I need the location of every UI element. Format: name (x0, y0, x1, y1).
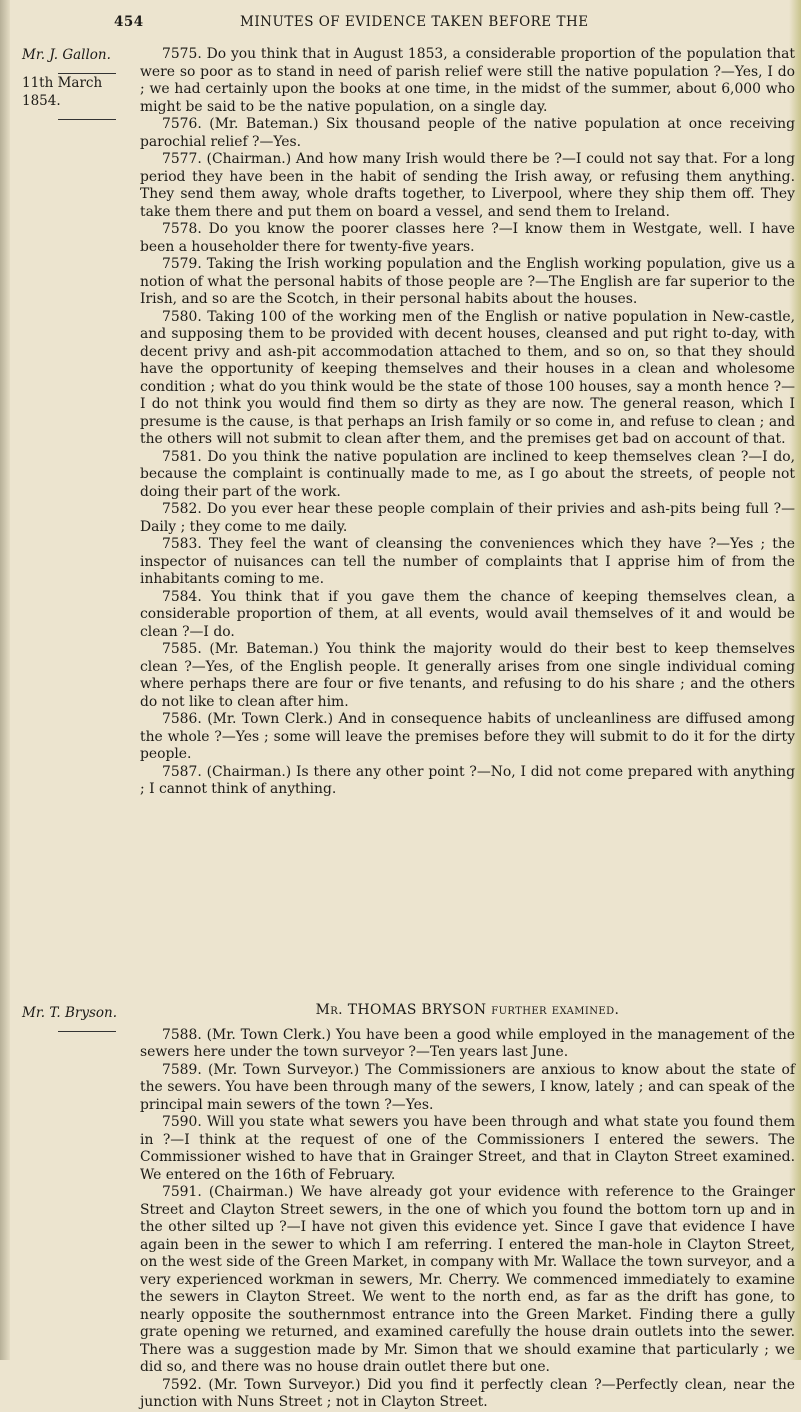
question-7576: 7576. (Mr. Bateman.) Six thousand people of the native population at once receiving parochial relief ?—Yes. (140, 116, 795, 150)
question-7578: 7578. Do you know the poorer classes here ?—I know them in Westgate, well. I have been a householder there for twenty-five years. (140, 221, 795, 255)
margin-witness-name: Mr. T. Bryson. (22, 1005, 118, 1021)
question-7579: 7579. Taking the Irish working population and the English working population, give us a notion of what the personal habits of those people are ?—The English are far superior to the Irish, and so are the Scotch, in their personal habits about the houses. (140, 256, 795, 307)
margin-date: 11th March 1854. (22, 75, 103, 109)
witness-heading-text: Mr. THOMAS BRYSON further examined. (315, 1002, 620, 1018)
page-left-edge (0, 0, 10, 1360)
question-7577: 7577. (Chairman.) And how many Irish would there be ?—I could not say that. For a long period they have been in the habit of sending the Irish away, or refusing them anything. They send them away, whole drafts together, to Liverpool, where they ship them off. They take them there and put them on board a vessel, and send them to Ireland. (140, 151, 795, 220)
question-7585: 7585. (Mr. Bateman.) You think the majority would do their best to keep themselves clean ?—Yes, of the English people. It generally arises from one single individual coming where perhaps there are four or five tenants, and refusing to do his share ; and the others do not like to clean after him. (140, 641, 795, 710)
question-7590: 7590. Will you state what sewers you have been through and what state you found them in ?—I think at the request of one of the Commissioners I entered the sewers. The Commissioner wished to have that in Grainger Street, and that in Clayton Street examined. We entered on the 16th of February. (140, 1114, 795, 1183)
margin-rule (58, 1031, 116, 1032)
running-title: MINUTES OF EVIDENCE TAKEN BEFORE THE (240, 14, 589, 30)
question-7575: 7575. Do you think that in August 1853, a considerable proportion of the population that were so poor as to stand in need of parish relief were still the native population ?—Yes, I do ; we had certainly upon the books at one time, in the midst of the summer, about 6,000 who might be said to be the native population, on a single day. (140, 46, 795, 115)
question-7584: 7584. You think that if you gave them the chance of keeping themselves clean, a considerable proportion of them, at all events, would avail themselves of it and would be clean ?—I do. (140, 588, 795, 640)
question-7589: 7589. (Mr. Town Surveyor.) The Commissioners are anxious to know about the state of the sewers. You have been through many of the sewers, I know, lately ; and can speak of the principal main sewers of the town ?—Yes. (140, 1061, 795, 1113)
margin-rule (58, 119, 116, 120)
margin-witness-name: Mr. J. Gallon. (22, 47, 111, 63)
page-number: 454 (114, 14, 144, 30)
question-7582: 7582. Do you ever hear these people complain of their privies and ash-pits being full ?—Daily ; they come to me daily. (140, 501, 795, 535)
question-7588: 7588. (Mr. Town Clerk.) You have been a good while employed in the management of the sewers here under the town surveyor ?—Ten years last June. (140, 1026, 795, 1060)
question-7592: 7592. (Mr. Town Surveyor.) Did you find it perfectly clean ?—Perfectly clean, near the junction with Nuns Street ; not in Clayton Street. (140, 1376, 795, 1410)
question-7580: 7580. Taking 100 of the working men of the English or native population in New-castle, and supposing them to be provided with decent houses, cleansed and put right to-day, with decent privy and ash-pit accommodation attached to them, and so on, so that they should have the opportunity of keeping themselves and their houses in a clean and wholesome condition ; what do you think would be the state of those 100 houses, say a month hence ?—I do not think you would find them so dirty as they are now. The general reason, which I presume is the cause, is that perhaps an Irish family or so come in, and refuse to clean ; and the others will not submit to clean after them, and the premises get bad on account of that. (140, 308, 795, 447)
margin-note-bryson (22, 1004, 130, 1032)
question-7581: 7581. Do you think the native population are inclined to keep themselves clean ?—I do, because the complaint is continually made to me, as I go about the streets, of people not doing their part of the work. (140, 448, 795, 500)
question-7587: 7587. (Chairman.) Is there any other point ?—No, I did not come prepared with anything ; I cannot think of anything. (140, 763, 795, 797)
question-7583: 7583. They feel the want of cleansing the conveniences which they have ?—Yes ; the inspector of nuisances can tell the number of complaints that I apprise him of from the inhabitants coming to me. (140, 536, 795, 587)
witness-heading (140, 1002, 795, 1020)
question-7591: 7591. (Chairman.) We have already got your evidence with reference to the Grainger Street and Clayton Street sewers, in the one of which you found the bottom torn up and in the other silted up ?—I have not given this evidence yet. Since I gave that evidence I have again been in the sewer to which I am referring. I entered the man-hole in Clayton Street, on the west side of the Green Market, in company with Mr. Wallace the town surveyor, and a very experienced workman in sewers, Mr. Cherry. We commenced immediately to examine the sewers in Clayton Street. We went to the north end, as far as the drift has gone, to nearly opposite the southernmost entrance into the Green Market. Finding there a gully grate opening we returned, and examined carefully the house drain outlets into the sewer. There was a suggestion made by Mr. Simon that we should examine that particularly ; we did so, and there was no house drain outlet there but one. (140, 1184, 795, 1375)
question-7586: 7586. (Mr. Town Clerk.) And in consequence habits of uncleanliness are diffused among the whole ?—Yes ; some will leave the premises before they will submit to do it for the dirty people. (140, 711, 795, 762)
evidence-column-gallon (140, 46, 795, 799)
margin-note-gallon (22, 46, 130, 120)
evidence-column-bryson (140, 1002, 795, 1412)
running-header (0, 12, 801, 36)
